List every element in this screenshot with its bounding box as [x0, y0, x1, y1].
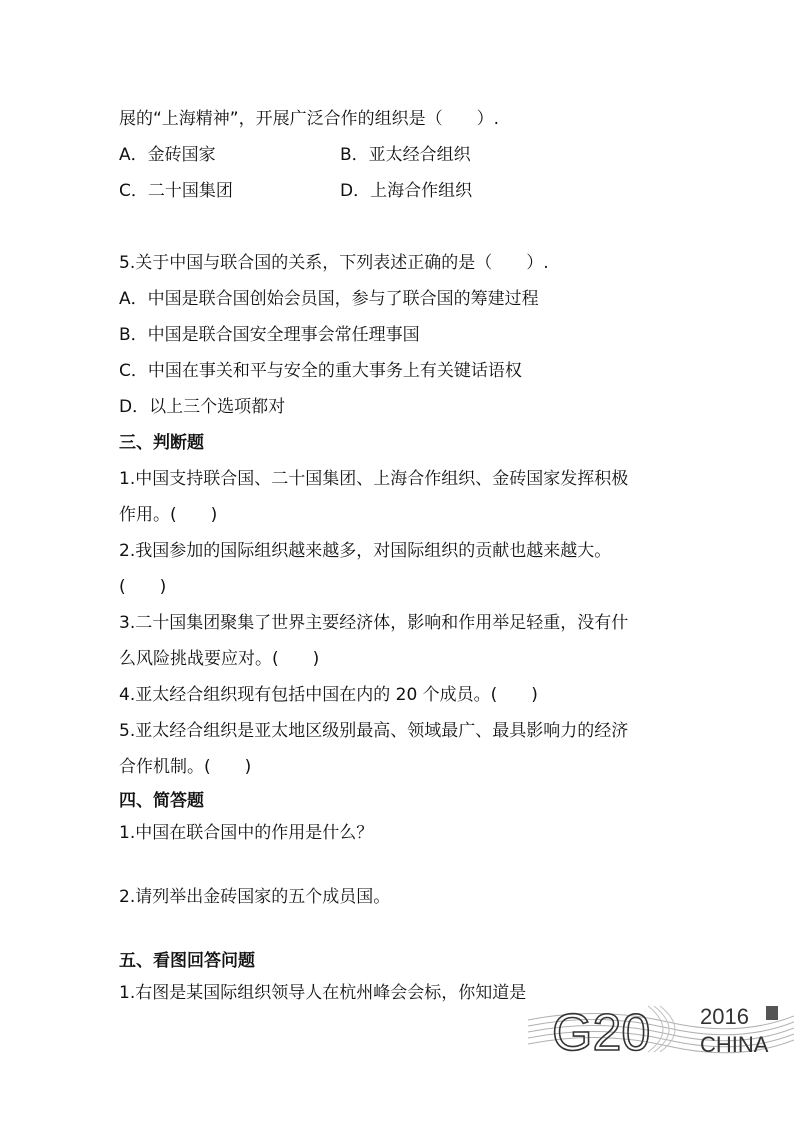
logo-seal-icon: [766, 1006, 778, 1020]
s3-line-8: 5.亚太经合组织是亚太地区级别最高、领域最广、最具影响力的经济: [119, 721, 629, 741]
q5-option-a: A．中国是联合国创始会员国，参与了联合国的筹建过程: [119, 289, 539, 309]
section3-title: 三、判断题: [119, 433, 204, 453]
logo-year: 2016: [700, 1004, 749, 1029]
g20-summit-logo: [528, 1000, 794, 1056]
logo-country: CHINA: [700, 1032, 769, 1056]
q4-option-c: C．二十国集团: [119, 181, 233, 201]
s3-line-1: 1.中国支持联合国、二十国集团、上海合作组织、金砖国家发挥积极: [119, 469, 629, 489]
s3-line-6: 么风险挑战要应对。( ): [119, 649, 320, 669]
s3-line-5: 3.二十国集团聚集了世界主要经济体，影响和作用举足轻重，没有什: [119, 613, 629, 633]
s3-line-9: 合作机制。( ): [119, 757, 252, 777]
s3-line-2: 作用。( ): [119, 505, 218, 525]
q5-option-d: D．以上三个选项都对: [119, 397, 286, 417]
s3-line-4: ( ): [119, 577, 167, 597]
s5-q1: 1.右图是某国际组织领导人在杭州峰会会标，你知道是: [119, 983, 527, 1003]
section5-title: 五、看图回答问题: [119, 951, 255, 971]
logo-g20: G20: [552, 1004, 651, 1056]
q4-option-a: A．金砖国家: [119, 145, 216, 165]
s3-line-3: 2.我国参加的国际组织越来越多，对国际组织的贡献也越来越大。: [119, 541, 612, 561]
q5-option-c: C．中国在事关和平与安全的重大事务上有关键话语权: [119, 361, 522, 381]
q4-option-b: B．亚太经合组织: [340, 145, 471, 165]
s4-q2: 2.请列举出金砖国家的五个成员国。: [119, 887, 391, 907]
q5-stem: 5.关于中国与联合国的关系，下列表述正确的是（ ）.: [119, 253, 549, 273]
q4-stem-tail: 展的“上海精神”，开展广泛合作的组织是（ ）.: [119, 109, 500, 129]
section4-title: 四、简答题: [119, 791, 204, 811]
q4-option-d: D．上海合作组织: [340, 181, 473, 201]
s4-q1: 1.中国在联合国中的作用是什么？: [119, 823, 374, 843]
s3-line-7: 4.亚太经合组织现有包括中国在内的 20 个成员。( ): [119, 685, 538, 705]
q5-option-b: B．中国是联合国安全理事会常任理事国: [119, 325, 420, 345]
